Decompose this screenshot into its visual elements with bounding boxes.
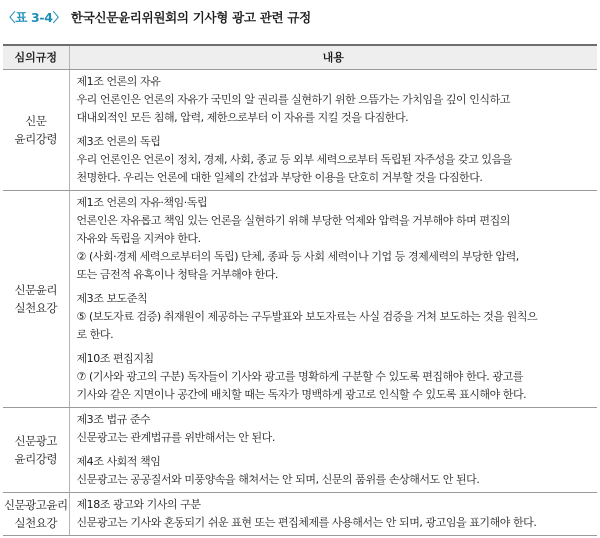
article-block bbox=[77, 194, 594, 284]
table-row bbox=[3, 407, 597, 492]
table-number: 〈표 3-4〉 bbox=[3, 10, 65, 25]
regulation-name-line: 신문윤리 bbox=[14, 282, 57, 297]
article-text-line: 또는 금전적 유혹이나 청탁을 거부해야 한다. bbox=[76, 267, 278, 281]
regulation-name-cell bbox=[3, 69, 69, 190]
article-block bbox=[77, 290, 594, 344]
article-text-line: 우리 언론인은 언론이 정치, 경제, 사회, 종교 등 외부 세력으로부터 독립된 자주성을 갖고 있음을 bbox=[76, 152, 512, 166]
article-heading: 제1조 언론의 자유 bbox=[76, 74, 161, 88]
article-block bbox=[77, 350, 594, 404]
article-block bbox=[77, 133, 594, 187]
content-cell bbox=[69, 69, 597, 190]
article-block bbox=[77, 411, 594, 447]
regulation-name-cell bbox=[3, 492, 69, 535]
regulation-name-line: 신문 bbox=[25, 113, 47, 128]
content-cell bbox=[69, 492, 597, 535]
article-text-line: ⑦ (기사와 광고의 구분) 독자들이 기사와 광고를 명확하게 구분할 수 있도록 편집해야 한다. 광고를 bbox=[76, 369, 523, 383]
header-regulation: 심의규정 bbox=[3, 45, 69, 69]
article-heading: 제1조 언론의 자유·책임·독립 bbox=[76, 195, 208, 209]
table-caption bbox=[3, 6, 311, 28]
regulation-name-cell bbox=[3, 190, 69, 407]
article-text-line: 천명한다. 우리는 언론에 대한 일체의 간섭과 부당한 이용을 단호히 거부할 것을 다짐한다. bbox=[76, 170, 483, 184]
regulation-name-line: 신문광고 bbox=[14, 433, 57, 448]
regulation-name-line: 실천요강 bbox=[14, 515, 57, 530]
table-title: 한국신문윤리위원회의 기사형 광고 관련 규정 bbox=[70, 10, 311, 25]
article-text-line: 자유와 독립을 지켜야 한다. bbox=[76, 231, 201, 245]
regulation-name-line: 윤리강령 bbox=[14, 451, 57, 466]
regulation-table bbox=[3, 44, 597, 536]
article-heading: 제4조 사회적 책임 bbox=[76, 454, 161, 468]
article-text-line: 로 한다. bbox=[76, 327, 114, 341]
table-row bbox=[3, 69, 597, 190]
regulation-table-wrapper bbox=[3, 44, 597, 536]
article-text-line: 신문광고는 기사와 혼동되기 쉬운 표현 또는 편집체제를 사용해서는 안 되며, 광고임을 표기해야 한다. bbox=[76, 515, 537, 529]
article-heading: 제18조 광고와 기사의 구분 bbox=[76, 497, 201, 511]
article-text-line: 신문광고는 관계법규를 위반해서는 안 된다. bbox=[76, 430, 275, 444]
regulation-name-line: 실천요강 bbox=[14, 300, 57, 315]
content-cell bbox=[69, 190, 597, 407]
article-heading: 제3조 법규 준수 bbox=[76, 412, 151, 426]
article-heading: 제3조 보도준칙 bbox=[76, 291, 148, 305]
article-text-line: ⑤ (보도자료 검증) 취재원이 제공하는 구두발표와 보도자료는 사실 검증을 거쳐 보도하는 것을 원칙으 bbox=[76, 309, 538, 323]
table-body bbox=[3, 69, 597, 535]
article-text-line: 신문광고는 공공질서와 미풍양속을 해쳐서는 안 되며, 신문의 품위를 손상해서도 안 된다. bbox=[76, 472, 480, 486]
table-header-row bbox=[3, 45, 597, 69]
article-heading: 제3조 언론의 독립 bbox=[76, 134, 161, 148]
article-block bbox=[77, 453, 594, 489]
table-row bbox=[3, 190, 597, 407]
regulation-name-cell bbox=[3, 407, 69, 492]
article-heading: 제10조 편집지침 bbox=[76, 351, 154, 365]
header-content: 내용 bbox=[69, 45, 597, 69]
article-text-line: 언론인은 자유롭고 책임 있는 언론을 실현하기 위해 부당한 억제와 압력을 거부해야 하며 편집의 bbox=[76, 213, 510, 227]
article-block bbox=[77, 73, 594, 127]
content-cell bbox=[69, 407, 597, 492]
regulation-name-line: 신문광고윤리 bbox=[3, 497, 68, 512]
regulation-name-line: 윤리강령 bbox=[14, 131, 57, 146]
article-text-line: ② (사회·경제 세력으로부터의 독립) 단체, 종파 등 사회 세력이나 기업 등 경제세력의 부당한 압력, bbox=[76, 249, 519, 263]
article-text-line: 대내외적인 모든 침해, 압력, 제한으로부터 이 자유를 지킬 것을 다짐한다. bbox=[76, 110, 409, 124]
article-block bbox=[77, 496, 594, 532]
table-row bbox=[3, 492, 597, 535]
article-text-line: 기사와 같은 지면이나 공간에 배치할 때는 독자가 명백하게 광고로 인식할 수 있도록 표시해야 한다. bbox=[76, 387, 527, 401]
article-text-line: 우리 언론인은 언론의 자유가 국민의 알 권리를 실현하기 위한 으뜸가는 가치임을 깊이 인식하고 bbox=[76, 92, 510, 106]
